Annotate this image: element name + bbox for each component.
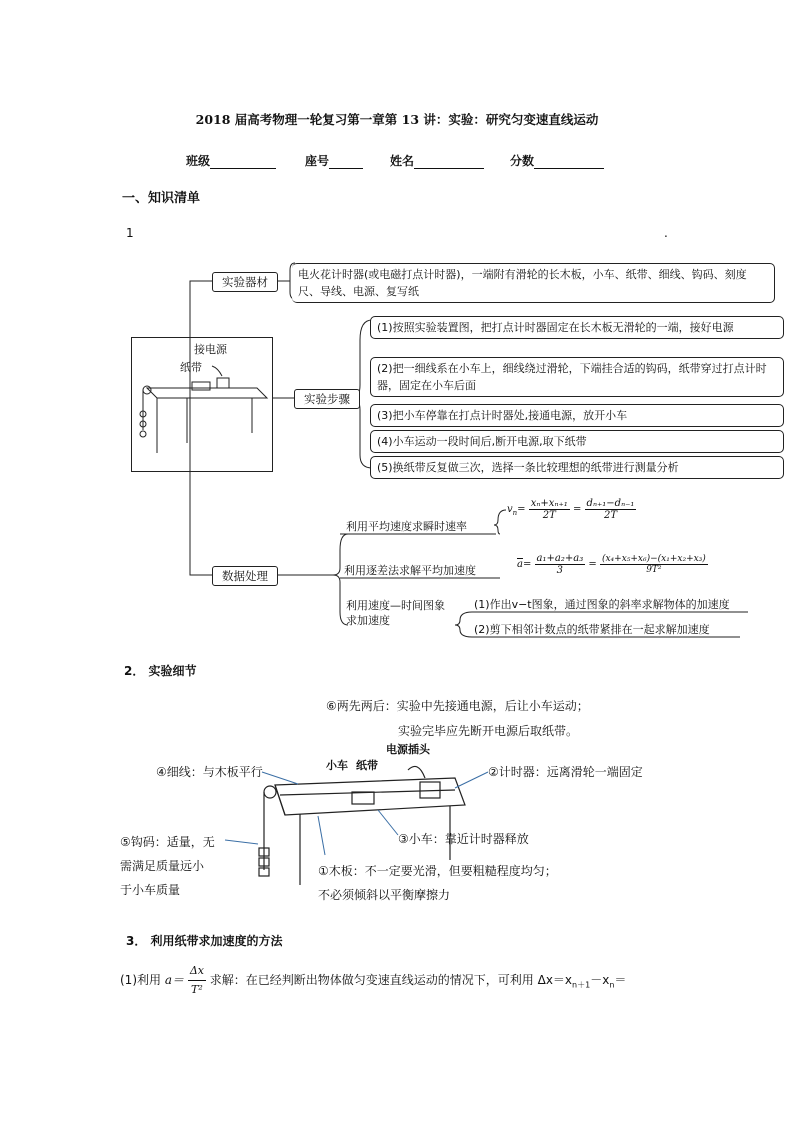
f2-num2: (x₄+x₅+x₆)−(x₁+x₂+x₃) bbox=[601, 554, 706, 564]
detail-tape: 纸带 bbox=[356, 759, 378, 772]
detail-four: ④细线：与木板平行 bbox=[156, 765, 263, 779]
detail-one-line1: ①木板：不一定要光滑，但要粗糙程度均匀； bbox=[318, 864, 557, 878]
p1-den: T² bbox=[191, 983, 203, 996]
p1-mid: －x bbox=[590, 973, 610, 987]
formula2: $\overline{a}=$ $\frac{\text{a₁+a₂+a₃}}{3}$ = $\frac{\text{(x₄+x₅+x₆)−(x₁+x₂+x₃)}}{\text{9T²}}$ bbox=[517, 553, 706, 576]
detail-one-line2: 不必须倾斜以平衡摩擦力 bbox=[318, 888, 451, 902]
section3-paragraph1 bbox=[120, 962, 626, 999]
p1-end: ＝ bbox=[614, 973, 627, 987]
f1-den1: 2T bbox=[542, 510, 556, 521]
step-4: (4)小车运动一段时间后,断开电源,取下纸带 bbox=[370, 430, 784, 453]
method3-line2: 求加速度 bbox=[346, 614, 390, 627]
f2-frac1 bbox=[535, 553, 586, 576]
apparatus-power-label: 接电源 bbox=[194, 343, 227, 356]
detail-three: ③小车：靠近计时器释放 bbox=[398, 832, 529, 846]
page-title: 2018 届高考物理一轮复习第一章第 13 讲：实验：研究匀变速直线运动 bbox=[195, 112, 599, 127]
method3-sub1: (1)作出v−t图象，通过图象的斜率求解物体的加速度 bbox=[474, 598, 730, 611]
equipment-label: 实验器材 bbox=[212, 272, 278, 292]
f1-frac2 bbox=[585, 498, 637, 521]
score-label: 分数 bbox=[510, 154, 535, 168]
p1-prefix: (1)利用 bbox=[120, 973, 161, 987]
f2-den1: 3 bbox=[556, 565, 564, 576]
p1-lhs: a＝ bbox=[164, 973, 184, 987]
section2-heading: 2． 实验细节 bbox=[124, 664, 197, 678]
step-5: (5)换纸带反复做三次，选择一条比较理想的纸带进行测量分析 bbox=[370, 456, 784, 479]
detail-power-plug: 电源插头 bbox=[386, 743, 430, 756]
f2-frac2 bbox=[600, 554, 708, 575]
steps-label: 实验步骤 bbox=[294, 389, 360, 409]
apparatus-image bbox=[131, 337, 273, 472]
p1-frac bbox=[188, 962, 206, 999]
detail-two: ②计时器：远离滑轮一端固定 bbox=[488, 765, 643, 779]
detail-five-line1: ⑤钩码：适量，无 bbox=[120, 835, 215, 849]
f1-num1: xₙ+xₙ₊₁ bbox=[530, 498, 568, 509]
p1-sub2: n bbox=[609, 980, 615, 990]
equipment-text: 电火花计时器(或电磁打点计时器)，一端附有滑轮的长木板，小车、纸带、细线、钩码、刻度尺、导线、电源、复写纸 bbox=[292, 263, 775, 303]
step-2: (2)把一细线系在小车上，细线绕过滑轮，下端挂合适的钩码，纸带穿过打点计时器，固定在小车后面 bbox=[370, 357, 784, 397]
formula1: $v_n=$ $\frac{\text{xₙ+xₙ₊₁}}{2T}$ = $\frac{\text{dₙ₊₁−dₙ₋₁}}{2T}$ bbox=[507, 498, 635, 521]
method3-line1: 利用速度—时间图象 bbox=[346, 599, 445, 612]
apparatus-tape-label: 纸带 bbox=[180, 361, 202, 374]
detail-five-line2: 需满足质量远小 bbox=[120, 859, 205, 873]
item-number: 1 bbox=[126, 226, 134, 240]
detail-six-line1: ⑥两先两后：实验中先接通电源，后让小车运动； bbox=[326, 699, 589, 713]
section3-heading: 3． 利用纸带求加速度的方法 bbox=[126, 934, 283, 948]
f2-num1: a₁+a₂+a₃ bbox=[536, 553, 584, 564]
seat-label: 座号 bbox=[305, 154, 330, 168]
method1: 利用平均速度求瞬时速率 bbox=[346, 520, 467, 533]
f2-lhs: $\overline{a}$ bbox=[517, 559, 523, 570]
p1-num: Δx bbox=[188, 962, 206, 981]
method3-sub2: (2)剪下相邻计数点的纸带紧排在一起求解加速度 bbox=[474, 623, 710, 636]
section1-heading: 一、知识清单 bbox=[122, 191, 201, 206]
apparatus-drawing bbox=[132, 338, 272, 471]
f1-num2: dₙ₊₁−dₙ₋₁ bbox=[586, 498, 635, 509]
class-label: 班级 bbox=[186, 154, 211, 168]
p1-text: 求解：在已经判断出物体做匀变速直线运动的情况下，可利用 Δx＝x bbox=[209, 973, 573, 987]
f2-den2: 9T² bbox=[646, 565, 662, 575]
f1-den2: 2T bbox=[603, 510, 617, 521]
step-1: (1)按照实验装置图，把打点计时器固定在长木板无滑轮的一端，接好电源 bbox=[370, 316, 784, 339]
f1-frac1 bbox=[529, 498, 570, 521]
step-3: (3)把小车停靠在打点计时器处,接通电源，放开小车 bbox=[370, 404, 784, 427]
name-label: 姓名 bbox=[390, 154, 415, 168]
detail-six-line2: 实验完毕应先断开电源后取纸带。 bbox=[398, 724, 579, 738]
method2: 利用逐差法求解平均加速度 bbox=[344, 564, 476, 577]
f1-lhs: v bbox=[507, 504, 513, 515]
item-dot: . bbox=[664, 226, 668, 240]
f1-lhs-sub: n bbox=[512, 509, 518, 517]
detail-car: 小车 bbox=[326, 759, 348, 772]
p1-sub1: n＋1 bbox=[572, 980, 591, 990]
detail-five-line3: 于小车质量 bbox=[120, 883, 181, 897]
data-label: 数据处理 bbox=[212, 566, 278, 586]
